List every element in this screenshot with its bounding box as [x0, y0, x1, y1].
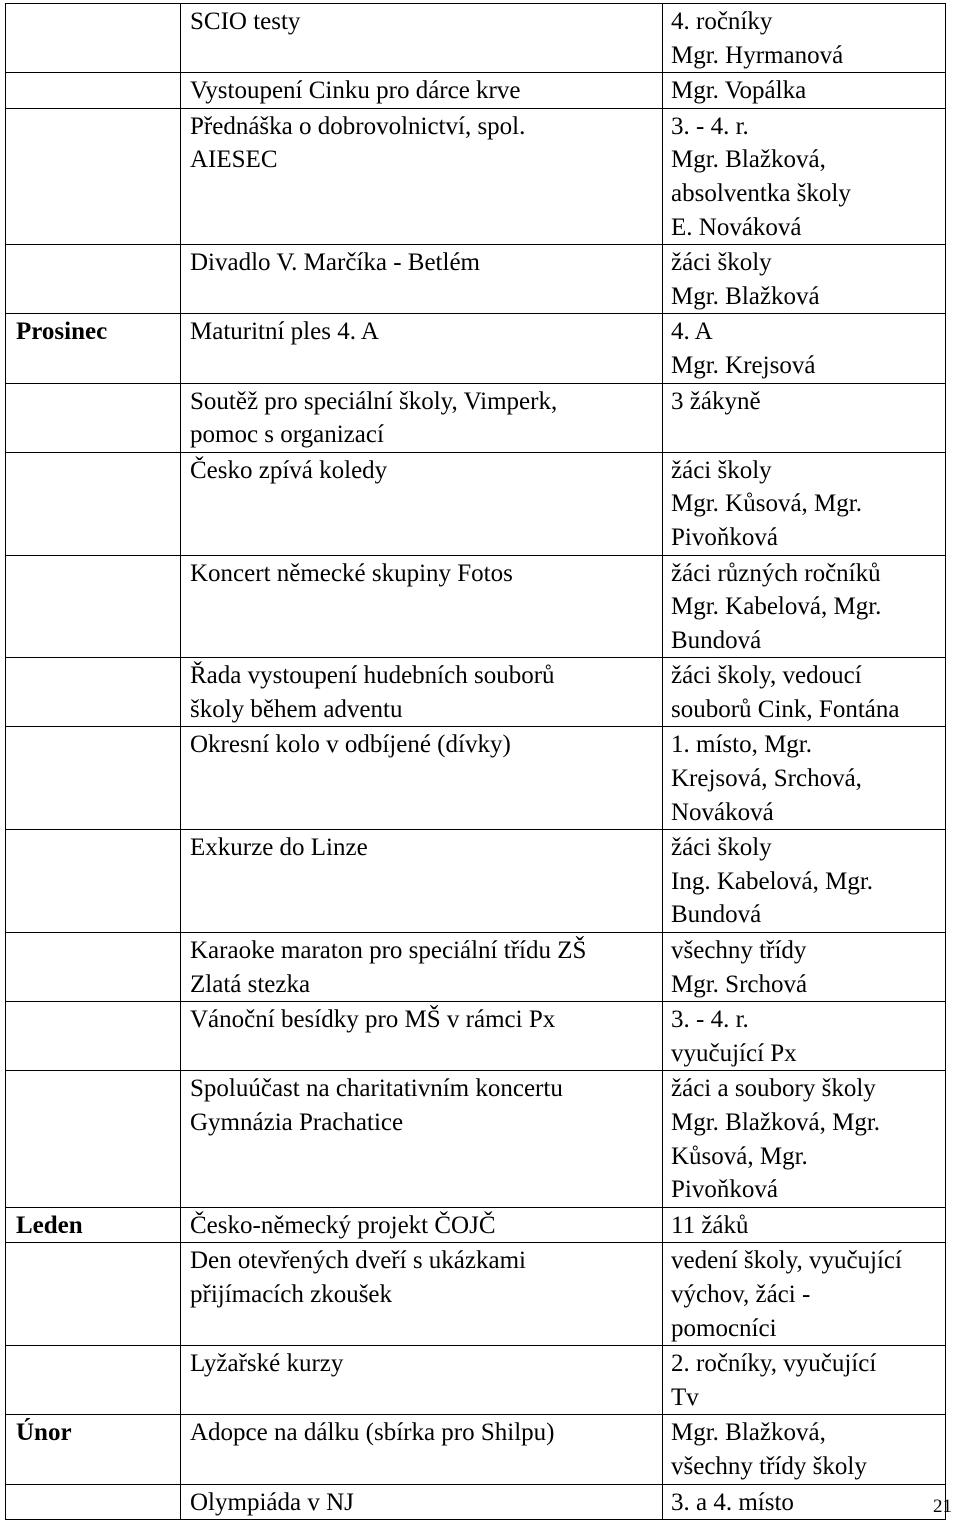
month-cell [6, 658, 181, 727]
event-cell [181, 1071, 663, 1207]
participants-text-line: Kůsová, Mgr. [671, 1142, 808, 1170]
participants-text-line: Mgr. Kůsová, Mgr. [671, 490, 862, 518]
participants-text-line: Mgr. Blažková, [671, 1419, 826, 1447]
month-cell [6, 727, 181, 830]
month-cell [6, 1484, 181, 1520]
participants-cell [663, 1207, 946, 1243]
month-cell [6, 108, 181, 244]
table-row [6, 108, 946, 244]
participants-text-line: Mgr. Srchová [671, 970, 808, 998]
table-row [6, 1243, 946, 1346]
event-cell [181, 658, 663, 727]
table-row [6, 1207, 946, 1243]
month-cell [6, 830, 181, 933]
table-row [6, 1071, 946, 1207]
month-cell: Prosinec [6, 314, 181, 383]
month-cell: Leden [6, 1207, 181, 1243]
participants-text-line: výchov, žáci - [671, 1280, 811, 1308]
participants-cell [663, 830, 946, 933]
event-text-line: Česko-německý projekt ČOJČ [190, 1211, 496, 1239]
participants-text-line: 1. místo, Mgr. [671, 731, 812, 759]
participants-cell [663, 727, 946, 830]
events-table [5, 3, 946, 1520]
table-row [6, 933, 946, 1002]
event-cell [181, 108, 663, 244]
participants-text-line: 11 žáků [671, 1211, 749, 1239]
participants-text-line: Mgr. Blažková [671, 282, 820, 310]
event-cell [181, 383, 663, 452]
table-row [6, 245, 946, 314]
event-text-line: Den otevřených dveří s ukázkami [190, 1247, 526, 1275]
table-row [6, 830, 946, 933]
event-cell [181, 933, 663, 1002]
participants-text-line: 4. ročníky [671, 8, 773, 35]
event-text-line: Okresní kolo v odbíjené (dívky) [190, 731, 511, 759]
event-text-line: Vánoční besídky pro MŠ v rámci Px [190, 1006, 556, 1034]
participants-text-line: Krejsová, Srchová, [671, 765, 862, 793]
table-row [6, 1346, 946, 1415]
event-cell [181, 1415, 663, 1484]
participants-text-line: Mgr. Hyrmanová [671, 41, 844, 69]
participants-text-line: souborů Cink, Fontána [671, 695, 900, 723]
event-text-line: pomoc s organizací [190, 421, 384, 449]
participants-text-line: 3. a 4. místo [671, 1488, 794, 1516]
participants-text-line: 4. A [671, 318, 713, 346]
participants-text-line: Mgr. Blažková, Mgr. [671, 1109, 881, 1136]
participants-text-line: 3 žákyně [671, 387, 761, 415]
event-text-line: Zlatá stezka [190, 970, 311, 998]
month-cell: Únor [6, 1415, 181, 1484]
event-text-line: Spoluúčast na charitativním koncertu [190, 1075, 563, 1103]
events-table-body [6, 4, 946, 1520]
participants-cell [663, 1071, 946, 1207]
month-cell [6, 383, 181, 452]
participants-text-line: žáci různých ročníků [671, 559, 881, 587]
month-cell [6, 1002, 181, 1071]
month-cell [6, 4, 181, 73]
event-text-line: Soutěž pro speciální školy, Vimperk, [190, 387, 558, 415]
event-cell [181, 555, 663, 658]
event-cell [181, 314, 663, 383]
participants-text-line: žáci školy, vedoucí [671, 662, 862, 690]
participants-text-line: žáci a soubory školy [671, 1075, 876, 1103]
event-cell [181, 727, 663, 830]
month-cell [6, 555, 181, 658]
participants-text-line: žáci školy [671, 249, 772, 277]
participants-text-line: Bundová [671, 626, 762, 654]
participants-text-line: Mgr. Vopálka [671, 77, 807, 105]
event-cell [181, 73, 663, 109]
participants-cell [663, 658, 946, 727]
month-cell [6, 452, 181, 555]
table-row [6, 555, 946, 658]
table-row [6, 727, 946, 830]
participants-text-line: Pivoňková [671, 1176, 778, 1204]
month-cell [6, 933, 181, 1002]
event-text-line: Vystoupení Cinku pro dárce krve [190, 77, 521, 105]
event-cell [181, 245, 663, 314]
event-cell [181, 1002, 663, 1071]
participants-cell [663, 1415, 946, 1484]
event-cell [181, 452, 663, 555]
participants-text-line: pomocníci [671, 1314, 777, 1342]
month-cell [6, 73, 181, 109]
event-text-line: Lyžařské kurzy [190, 1350, 344, 1378]
participants-text-line: 3. - 4. r. [671, 112, 749, 140]
event-text-line: AIESEC [190, 146, 278, 174]
participants-cell [663, 314, 946, 383]
event-text-line: Olympiáda v NJ [190, 1488, 354, 1516]
month-cell [6, 245, 181, 314]
table-row [6, 1002, 946, 1071]
month-cell [6, 1071, 181, 1207]
participants-text-line: 2. ročníky, vyučující [671, 1350, 877, 1378]
participants-text-line: Mgr. Krejsová [671, 351, 816, 379]
participants-cell [663, 4, 946, 73]
participants-text-line: vyučující Px [671, 1039, 797, 1067]
event-cell [181, 830, 663, 933]
table-row [6, 658, 946, 727]
participants-text-line: žáci školy [671, 456, 772, 484]
event-cell [181, 1243, 663, 1346]
table-row [6, 1415, 946, 1484]
event-text-line: Česko zpívá koledy [190, 456, 388, 484]
event-cell [181, 1484, 663, 1520]
participants-cell [663, 383, 946, 452]
participants-text-line: všechny třídy školy [671, 1452, 867, 1480]
participants-cell [663, 1002, 946, 1071]
event-text-line: Koncert německé skupiny Fotos [190, 559, 513, 587]
participants-cell [663, 555, 946, 658]
participants-text-line: absolventka školy [671, 179, 851, 207]
participants-text-line: vedení školy, vyučující [671, 1247, 902, 1275]
participants-text-line: všechny třídy [671, 937, 807, 965]
participants-text-line: Ing. Kabelová, Mgr. [671, 867, 874, 895]
participants-text-line: Pivoňková [671, 523, 778, 551]
participants-cell [663, 933, 946, 1002]
participants-text-line: žáci školy [671, 834, 772, 862]
page-number: 21 [933, 1496, 952, 1517]
event-text-line: přijímacích zkoušek [190, 1280, 393, 1308]
participants-text-line: E. Nováková [671, 213, 802, 241]
participants-text-line: Mgr. Blažková, [671, 146, 826, 174]
event-text-line: Maturitní ples 4. A [190, 318, 379, 346]
event-text-line: Adopce na dálku (sbírka pro Shilpu) [190, 1419, 555, 1447]
event-cell [181, 4, 663, 73]
event-text-line: SCIO testy [190, 8, 301, 35]
participants-cell [663, 108, 946, 244]
participants-text-line: Tv [671, 1383, 699, 1411]
table-row [6, 73, 946, 109]
participants-cell [663, 73, 946, 109]
participants-text-line: 3. - 4. r. [671, 1006, 749, 1034]
month-cell [6, 1346, 181, 1415]
event-text-line: Gymnázia Prachatice [190, 1109, 404, 1136]
participants-cell [663, 1346, 946, 1415]
event-text-line: Řada vystoupení hudebních souborů [190, 662, 555, 690]
table-row [6, 383, 946, 452]
participants-cell [663, 1243, 946, 1346]
table-row [6, 452, 946, 555]
participants-cell [663, 245, 946, 314]
table-row [6, 1484, 946, 1520]
table-row [6, 314, 946, 383]
month-cell [6, 1243, 181, 1346]
participants-text-line: Bundová [671, 901, 762, 929]
event-cell [181, 1346, 663, 1415]
participants-cell [663, 452, 946, 555]
event-text-line: Přednáška o dobrovolnictví, spol. [190, 112, 526, 140]
event-text-line: školy během adventu [190, 695, 403, 723]
participants-cell [663, 1484, 946, 1520]
participants-text-line: Mgr. Kabelová, Mgr. [671, 593, 882, 621]
event-text-line: Exkurze do Linze [190, 834, 368, 862]
event-cell [181, 1207, 663, 1243]
table-row [6, 4, 946, 73]
participants-text-line: Nováková [671, 798, 774, 826]
event-text-line: Divadlo V. Marčíka - Betlém [190, 249, 480, 277]
event-text-line: Karaoke maraton pro speciální třídu ZŠ [190, 937, 587, 965]
